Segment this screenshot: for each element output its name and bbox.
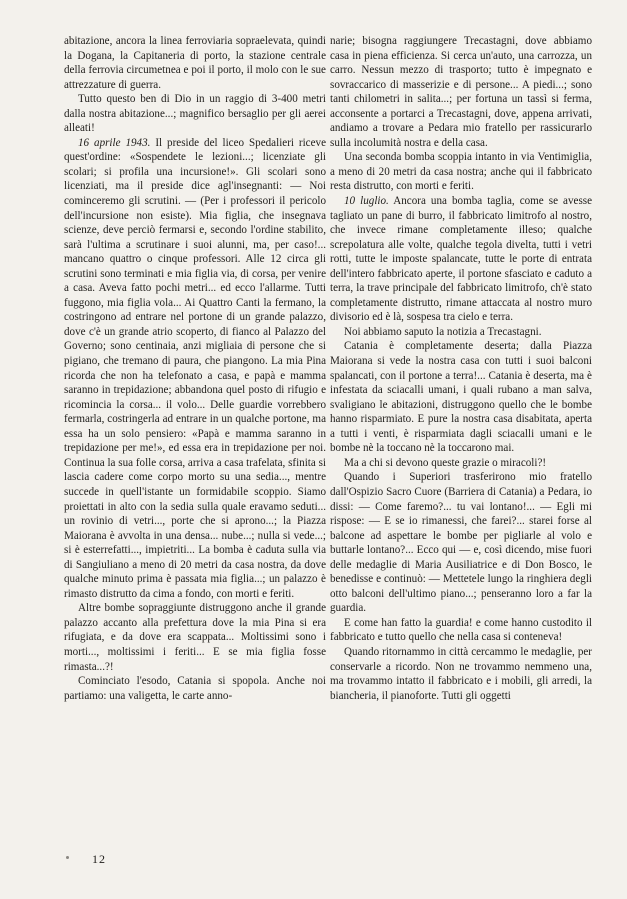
date-heading: 16 aprile 1943. — [78, 136, 151, 149]
paragraph — [64, 136, 326, 602]
paragraph-text: Il preside del liceo Spedalieri riceve quest'ordine: «Sospendete le lezioni...; licenziate gli scolari; si profila una incursione!». Gli scolari sono licenziati, ma il preside dice agl'insegnanti: — Noi cominceremo gli scrutini. — (Per i professori il pericolo dell'incursione non esiste). Mia figlia, che insegnava scienze, deve perciò fermarsi e, secondo l'ordine stabilito, sarà l'ultima a scrutinare i suoi alunni, ma, per caso!... mancano quattro o cinque professori. Alle 12 circa gli scrutini sono terminati e mia figlia via, di corsa, per venire a casa. Aveva fatto pochi metri... ed ecco l'allarme. Tutti fuggono, mia figlia vola... Ai Quattro Canti la fermano, la costringono ad entrare nel portone di un grande palazzo, dove c'è un grande atrio scoperto, di fianco al Palazzo del Governo; sono centinaia, anzi migliaia di persone che si pigiano, che tremano di paura, che piangono. La mia Pina ricorda che non ha telefonato a casa, e papà e mamma saranno in trepidazione; abbandona quel posto di rifugio e ricomincia la corsa... il volo... Delle guardie vorrebbero fermarla, costringerla ad entrare in un qualche portone, ma essa ha un solo pensiero: «Papà e mamma saranno in trepidazione per me!», ed essa era in trepidazione per noi. Continua la sua folle corsa, arriva a casa trafelata, sfinita si lascia cadere come corpo morto su una sedia..., mentre succede in quell'istante un formidabile scoppio. Siamo proiettati in alto con la sedia sulla quale eravamo seduti... un rovinio di vetri..., porte che si aprono...; la Piazza Maiorana è avvolta in una densa... nube...; nulla si vede...; si è esterrefatti..., impietriti... La bomba è caduta sulla via di Sangiuliano a meno di 20 metri da casa nostra, da dove qualche minuto prima è passata mia figlia...; un palazzo è rimasto distrutto da cima a fondo, con morti e feriti. — [64, 136, 326, 600]
paragraph: Noi abbiamo saputo la notizia a Trecastagni. — [344, 325, 542, 338]
page-number: 12 — [92, 852, 106, 866]
paragraph: abitazione, ancora la linea ferroviaria sopraelevata, quindi la Dogana, la Capitaneria di porto, la stazione centrale della ferrovia circumetnea e poi il porto, il molo con le sue attrezzature di guerra. — [64, 35, 326, 91]
paragraph-text: Ancora una bomba taglia, come se avesse tagliato un pane di burro, il fabbricato limitrofo al nostro, che invece rimane completamente illeso; qualche screpolatura alle volte, qualche tegola divelta, tutti i vetri rotti, tutte le imposte spalancate, tutte le porte di entrata dell'intero fabbricato aperte, il portone sfasciato e caduto a terra, la trave principale del fabbricato limitrofo, ch'è stato completamente distrutto, rimane attaccata al nostro muro divisorio ed è là, sospesa tra cielo e terra. — [330, 195, 593, 324]
paragraph: Ma a chi si devono queste grazie o miracoli?! — [344, 456, 547, 469]
paragraph: Quando i Superiori trasferirono mio fratello dall'Ospizio Sacro Cuore (Barriera di Catania) a Pedara, io dissi: — Come faremo?... tu vai lontano!... — Egli mi rispose: — E se io rimanessi, che farei?... starei forse al balcone ad aspettare le bombe per pigliarle al volo e buttarle lontano?... Ecco qui — e, così dicendo, mise fuori delle medaglie di Maria Ausiliatrice e di Don Bosco, le benedisse e continuò: — Mettetele lungo la ringhiera degli otto balconi dell'ultimo piano...; penseranno loro a far la guardia. — [330, 471, 592, 615]
paragraph: Tutto questo ben di Dio in un raggio di 3-400 metri dalla nostra abitazione...; magnifico bersaglio per gli aerei alleati! — [64, 93, 326, 135]
right-column — [330, 34, 592, 703]
ink-dot — [66, 856, 69, 859]
paragraph — [330, 194, 592, 325]
paragraph: Cominciato l'esodo, Catania si spopola. Anche noi partiamo: una valigetta, le carte anno- — [64, 675, 326, 702]
paragraph: narie; bisogna raggiungere Trecastagni, dove abbiamo casa in piena efficienza. Si cerca un'auto, una carrozza, un carro. Nessun mezzo di trasporto; tutto è impegnato e sovraccarico di masserizie e di persone... A piedi...; sono tanti chilometri in salita...; per fortuna un tassì si ferma, acconsente a portarci a Trecastagni, dove, appena arrivati, andiamo a trovare a Pedara mio fratello per rassicurarlo sulla incolumità nostra e della casa. — [330, 35, 592, 149]
paragraph: Quando ritornammo in città cercammo le medaglie, per conservarle a ricordo. Non ne trovammo nemmeno una, ma trovammo intatto il fabbricato e i mobili, gli arredi, la biancheria, il pianoforte. Tutti gli oggetti — [330, 645, 592, 702]
date-heading: 10 luglio. — [344, 195, 389, 208]
paragraph: Altre bombe sopraggiunte distruggono anche il grande palazzo accanto alla prefettura dove la mia Pina si era rifugiata, e da dove era scappata... Moltissimi sono i morti..., moltissimi i feriti... E se mia figlia fosse rimasta...?! — [64, 602, 326, 673]
paragraph: Una seconda bomba scoppia intanto in via Ventimiglia, a meno di 20 metri da casa nostra; anche qui il fabbricato resta distrutto, con morti e feriti. — [330, 151, 592, 193]
left-column — [64, 34, 326, 703]
paragraph: Catania è completamente deserta; dalla Piazza Maiorana si vede la nostra casa con tutti i suoi balconi spalancati, con il portone a terra!... Catania è deserta, ma è infestata da sciacalli umani, i quali rubano a man salva, svaligiano le abitazioni, distruggono quello che le bombe hanno risparmiato. E pure la nostra casa disabitata, aperta a tutti i venti, è risparmiata dagli sciacalli umani e le bombe nè la toccano nè la toccarono mai. — [330, 340, 592, 455]
paragraph: E come han fatto la guardia! e come hanno custodito il fabbricato e tutto quello che nella casa si conteneva! — [330, 616, 592, 644]
